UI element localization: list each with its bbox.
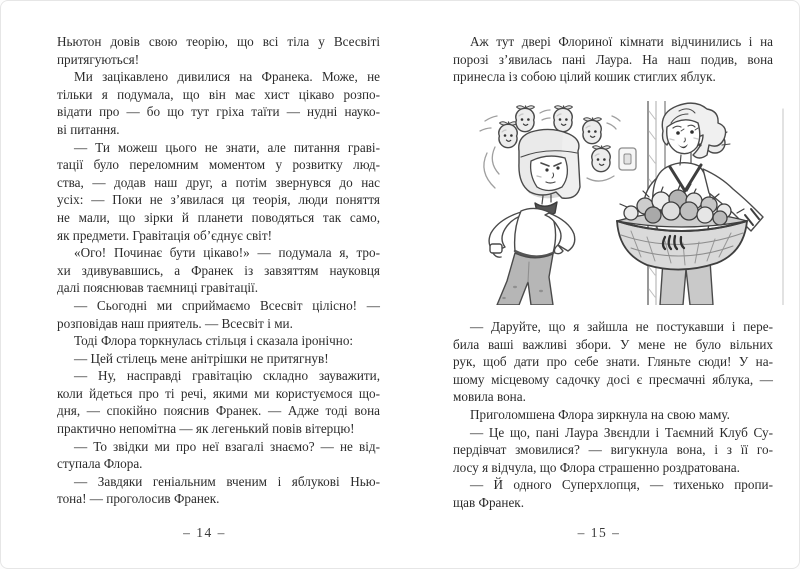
page-number-right: – 15 – [577,525,621,540]
paragraph [57,244,380,297]
text-line: хи здивувавшись, а Франек із завзяттям науковця [57,262,380,278]
page-14-text [57,33,380,508]
apple-icon [554,106,573,132]
apple-icon [592,146,611,172]
text-line: ступала Флора. [57,456,143,472]
paragraph [453,33,773,86]
text-line: — Даруйте, що я зайшла не постукавши і пере- [470,319,773,334]
text-line: — Цей стілець мене анітрішки не притягнув! [74,350,329,366]
text-line: як предмети. Гравітація об’єднує світ! [57,227,272,243]
text-line: принесла із собою цілий кошик стиглих яблук. [453,69,716,85]
text-line: — Й одного Суперхлопця, — тихенько пропи- [470,477,773,493]
text-line: тільки я подумала, що він має хист цікаво розпо- [57,86,380,102]
text-line: — Сьогодні ми сприймаємо Всесвіт цілісно! — [74,297,380,313]
apple-icon [583,118,602,144]
text-line: ства, — додав наш друг, а потім звернувся до нас [57,174,380,190]
paragraph [57,350,380,368]
text-line: дня, — спокійно пояснив Франек. — Адже тоді вона [57,403,380,419]
text-line: мовила вона. [453,389,526,405]
text-line: — Ну, насправді гравітацію складно зауважити, [74,368,380,384]
text-line: шому місцевому садочку досі є пресмачні яблука, — [453,371,773,387]
light-switch-icon [619,148,636,170]
paragraph [57,332,380,350]
text-line: не мали, що зірки й планети поводяться так само, [57,209,380,225]
text-line: тона! — проголосив Франек. [57,491,220,507]
text-line: била ваші важливі збори. У мене не було вільних [453,336,773,352]
text-line: Приголомшена Флора зиркнула на свою маму. [470,406,730,422]
paragraph [453,318,773,406]
text-line: Тоді Флора торкнулась стільця і сказала іронічно: [74,333,354,349]
apple-icon [499,122,518,148]
text-line: — Ти можеш цього не знати, але питання граві- [74,139,380,155]
paragraph [453,476,773,511]
text-line: щав Франек. [453,494,525,510]
paragraph [57,139,380,245]
paragraph [57,68,380,138]
text-line: усіх: — Поки не з’явилася ця теорія, люди поняття [57,192,380,208]
paragraph [57,473,380,508]
text-line: порозі з’явилась пані Лаура. На наш подив, вона [453,51,773,67]
text-line: Аж тут двері Флориної кімнати відчинились і на [470,34,773,49]
text-line: практично непомітна — як легенький повів вітерцю! [57,421,355,437]
text-line: «Ого! Починає бути цікаво!» — подумала я, тро- [74,245,380,261]
text-line: рук, щоб дати про себе знати. Гляньте сюди! У на- [453,354,773,370]
text-line: відати про — бо що тут гріха таїти — нудні науко- [57,104,380,120]
paragraph [57,438,380,473]
text-line: Ми зацікавлено дивилися на Франека. Може, не [74,69,380,85]
text-line: пердівчат змовилися? — вигукнула вона, і з її го- [453,442,773,458]
text-line: — Це що, пані Лаура Звєндли і Таємний Клуб Су- [470,424,773,440]
paragraph [453,424,773,477]
text-line: коли йдеться про ті речі, якими ми користуємося що- [57,385,380,401]
text-line: далі пояснював таємниці гравітації. [57,280,258,296]
laura-brings-apples-illustration [441,101,789,305]
apple-icon [516,106,535,132]
text-line: — Завдяки геніальним вченим і яблукові Нью- [74,473,380,489]
paragraph [57,297,380,332]
page-15-text-top [453,33,773,86]
text-line: Ньютон довів свою теорію, що всі тіла у Всесвіті [57,34,380,49]
text-line: лосу я відчула, що Флора страшенно роздратована. [453,459,740,475]
flora-figure [489,129,580,305]
paragraph [57,367,380,437]
paragraph [57,33,380,68]
page-number-left: – 14 – [183,525,226,540]
text-line: — То звідки ми про неї взагалі знаємо? — не від- [74,438,380,454]
paragraph [453,406,773,424]
text-line: ві питання. [57,121,120,137]
text-line: притягуються! [57,51,140,67]
text-line: тації було переломним моментом у розвитку люд- [57,157,380,173]
page-15-text-bottom [453,318,773,512]
text-line: розповідав наш приятель. — Всесвіт і ми. [57,315,293,331]
